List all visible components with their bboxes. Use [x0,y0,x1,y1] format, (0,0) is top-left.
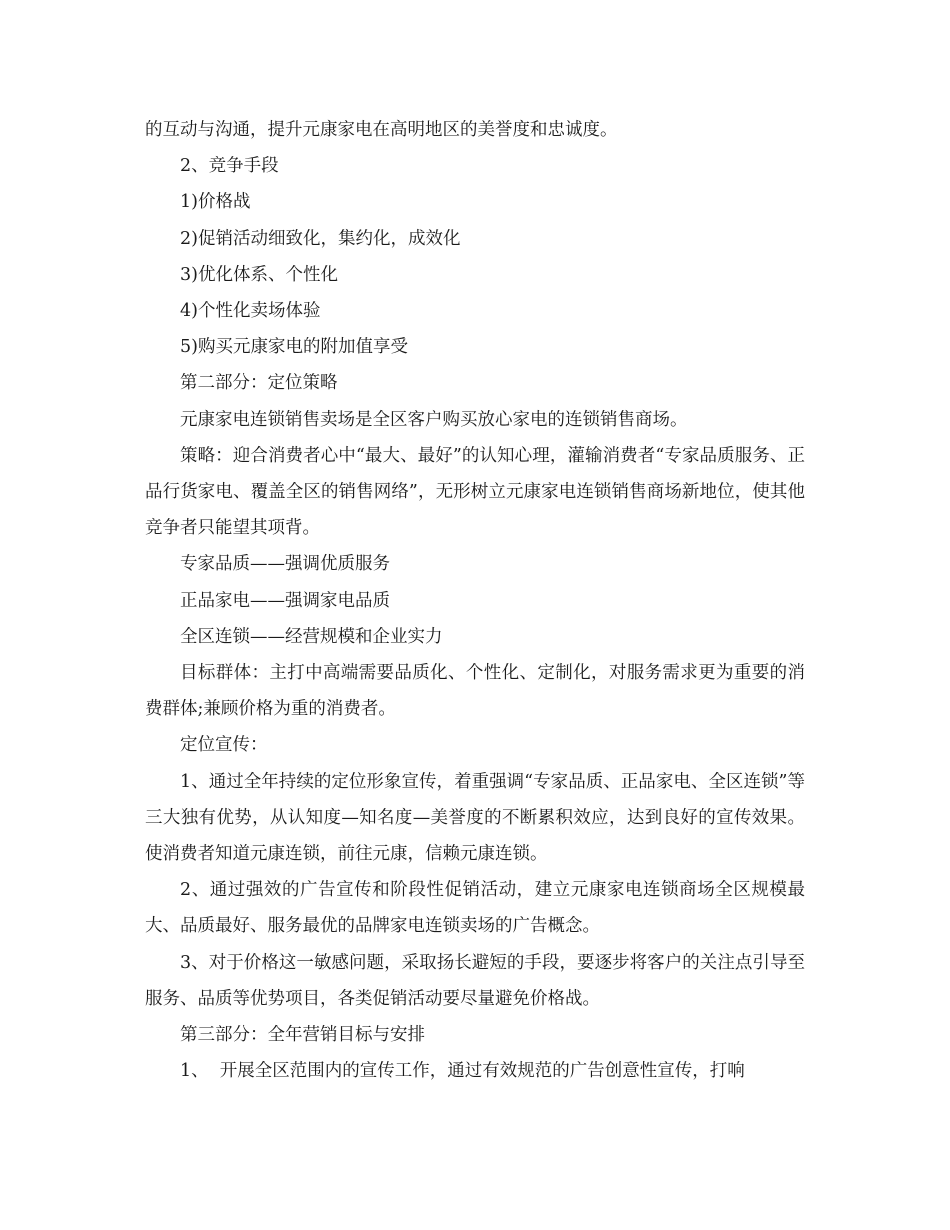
paragraph-target-group: 目标群体：主打中高端需要品质化、个性化、定制化，对服务需求更为重要的消费群体;兼顾价格为重的消费者。 [145,663,805,720]
list-item: 5)购买元康家电的附加值享受 [180,337,408,358]
list-item: 全区连锁——经营规模和企业实力 [180,626,443,647]
list-item: 专家品质——强调优质服务 [180,554,390,575]
list-item: 正品家电——强调家电品质 [180,590,390,611]
list-item: 1)价格战 [180,192,251,213]
paragraph-promotion-3: 3、对于价格这一敏感问题，采取扬长避短的手段，要逐步将客户的关注点引导至服务、品质等优势项目，各类促销活动要尽量避免价格战。 [145,952,805,1009]
paragraph-goal-1: 1、 开展全区范围内的宣传工作，通过有效规范的广告创意性宣传，打响 [180,1061,745,1082]
list-item: 3)优化体系、个性化 [180,264,338,285]
list-item: 4)个性化卖场体验 [180,301,321,322]
section-heading-part-two: 第二部分：定位策略 [180,373,338,394]
section-heading-part-three: 第三部分：全年营销目标与安排 [180,1025,425,1046]
paragraph-positioning: 元康家电连锁销售卖场是全区客户购买放心家电的连锁销售商场。 [180,409,688,430]
section-heading-promotion: 定位宣传： [180,735,268,756]
paragraph-1: 的互动与沟通，提升元康家电在高明地区的美誉度和忠诚度。 [145,120,618,140]
paragraph-promotion-2: 2、通过强效的广告宣传和阶段性促销活动，建立元康家电连锁商场全区规模最大、品质最好、服务最优的品牌家电连锁卖场的广告概念。 [145,880,805,937]
section-heading-competition: 2、竞争手段 [180,156,279,177]
list-item: 2)促销活动细致化，集约化，成效化 [180,228,461,249]
document-body [145,112,805,1089]
paragraph-promotion-1: 1、通过全年持续的定位形象宣传，着重强调“专家品质、正品家电、全区连锁”等三大独有优势，从认知度—知名度—美誉度的不断累积效应，达到良好的宣传效果。使消费者知道元康连锁，前往元康，信赖元康连锁。 [145,771,805,865]
paragraph-strategy: 策略：迎合消费者心中“最大、最好”的认知心理，灌输消费者“专家品质服务、正品行货家电、覆盖全区的销售网络”，无形树立元康家电连锁销售商场新地位，使其他竞争者只能望其项背。 [145,445,805,539]
